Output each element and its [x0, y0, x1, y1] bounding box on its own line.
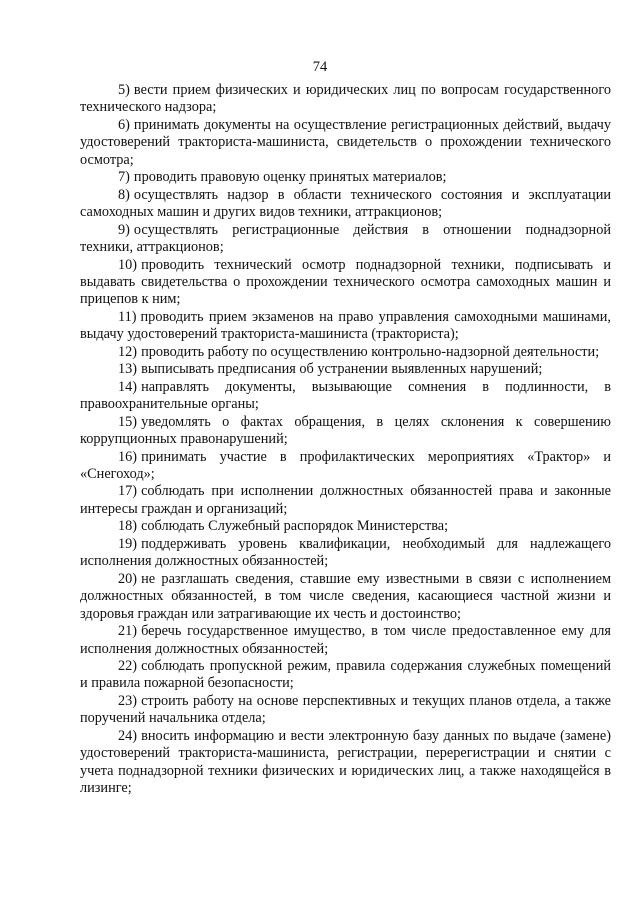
duty-item-text: соблюдать при исполнении должностных обязанностей права и законные интересы граждан и организаций; [80, 483, 611, 517]
duty-item-text: соблюдать Служебный распорядок Министерства; [141, 518, 449, 535]
duty-item [80, 257, 611, 309]
duty-item-number: 5) [118, 82, 130, 98]
duty-item [80, 361, 611, 378]
duty-item-number: 7) [118, 169, 130, 186]
duty-item-text: направлять документы, вызывающие сомнения в подлинности, в правоохранительные органы; [80, 378, 611, 413]
duty-item-number: 20) [118, 570, 138, 587]
duty-item-text: принимать участие в профилактических мероприятиях «Трактор» и «Снегоход»; [80, 448, 611, 482]
duties-list [80, 82, 611, 798]
duty-item-number: 13) [118, 361, 138, 378]
duty-item [80, 117, 611, 169]
duty-item-number: 23) [118, 692, 138, 709]
duty-item-text: выписывать предписания об устранении выявленных нарушений; [141, 361, 543, 378]
duty-item [80, 309, 611, 344]
duty-item [80, 344, 611, 361]
duty-item-text: вносить информацию и вести электронную базу данных по выдаче (замене) удостоверений тракториста-машиниста, регистрации, перерегистрации и снятии с учета поднадзорной техники физических и юридических лиц, а также находящейся в лизинге; [80, 727, 611, 797]
duty-item-text: осуществлять надзор в области технического состояния и эксплуатации самоходных машин и других видов техники, аттракционов; [80, 186, 611, 221]
duty-item [80, 658, 611, 693]
duty-item [80, 728, 611, 798]
duty-item-number: 22) [118, 657, 138, 674]
duty-item [80, 693, 611, 728]
duty-item-number: 8) [118, 186, 130, 203]
duty-item [80, 379, 611, 414]
duty-item [80, 169, 611, 186]
duty-item-text: строить работу на основе перспективных и текущих планов отдела, а также поручений начальника отдела; [80, 692, 611, 727]
duty-item-text: поддерживать уровень квалификации, необходимый для надлежащего исполнения должностных обязанностей; [80, 535, 611, 570]
duty-item-text: проводить работу по осуществлению контрольно-надзорной деятельности; [141, 343, 600, 360]
duty-item [80, 536, 611, 571]
duty-item-number: 6) [118, 116, 130, 133]
duty-item-text: не разглашать сведения, ставшие ему известными в связи с исполнением должностных обязанностей, в том числе сведения, касающиеся частной жизни и здоровья граждан или затрагивающие их честь и достоинство; [80, 570, 611, 622]
duty-item [80, 222, 611, 257]
duty-item-number: 24) [118, 727, 138, 744]
duty-item [80, 82, 611, 117]
duty-item-text: проводить правовую оценку принятых материалов; [133, 169, 447, 186]
page-number: 74 [312, 59, 328, 75]
duty-item-number: 17) [118, 483, 138, 500]
duty-item-number: 19) [118, 535, 138, 552]
duty-item-number: 16) [118, 448, 138, 465]
duty-item [80, 571, 611, 623]
duty-item-number: 9) [118, 221, 130, 238]
duty-item-number: 21) [118, 623, 138, 640]
duty-item-text: уведомлять о фактах обращения, в целях склонения к совершению коррупционных правонарушений; [80, 413, 611, 448]
duty-item-number: 15) [118, 413, 138, 430]
duty-item-text: осуществлять регистрационные действия в отношении поднадзорной техники, аттракционов; [80, 221, 611, 256]
duty-item [80, 187, 611, 222]
duty-item-number: 12) [118, 343, 138, 360]
duty-item-number: 14) [118, 378, 138, 395]
duty-item [80, 483, 611, 518]
duty-item-text: вести прием физических и юридических лиц по вопросам государственного технического надзора; [80, 82, 611, 116]
duty-item-text: проводить прием экзаменов на право управления самоходными машинами, выдачу удостоверений тракториста-машиниста (тракториста); [80, 308, 611, 343]
duty-item-number: 11) [118, 308, 137, 325]
duty-item [80, 414, 611, 449]
duty-item-text: соблюдать пропускной режим, правила содержания служебных помещений и правила пожарной безопасности; [80, 657, 611, 692]
duty-item-text: проводить технический осмотр поднадзорной техники, подписывать и выдавать свидетельства о прохождении технического осмотра самоходных машин и прицепов к ним; [80, 256, 611, 308]
duty-item-text: беречь государственное имущество, в том числе предоставленное ему для исполнения должностных обязанностей; [80, 623, 611, 657]
duty-item-number: 18) [118, 518, 138, 535]
duty-item-number: 10) [118, 256, 138, 273]
duty-item [80, 449, 611, 484]
duty-item [80, 623, 611, 658]
duty-item [80, 518, 611, 535]
duty-item-text: принимать документы на осуществление регистрационных действий, выдачу удостоверений тракториста-машиниста, свидетельств о прохождении технического осмотра; [80, 116, 611, 168]
